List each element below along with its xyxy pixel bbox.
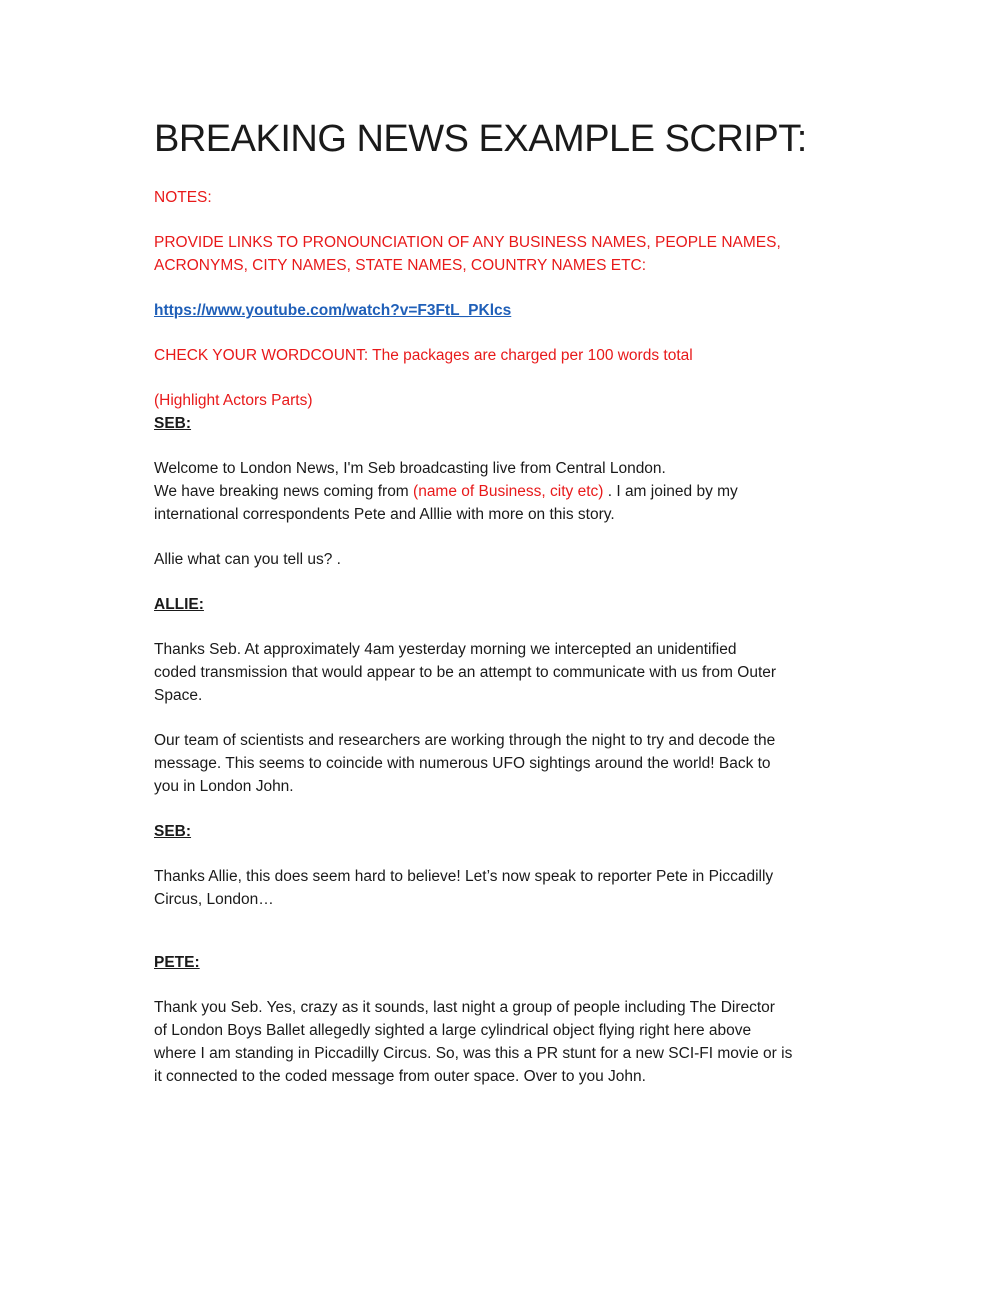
seb-line-2-post: . I am joined by my [603, 483, 738, 500]
pronunciation-note-line-1: PROVIDE LINKS TO PRONOUNCIATION OF ANY BUSINESS NAMES, PEOPLE NAMES, [154, 234, 781, 251]
speaker-pete: PETE: [154, 954, 200, 971]
seb-line-2-pre: We have breaking news coming from [154, 483, 414, 500]
wordcount-note: CHECK YOUR WORDCOUNT: The packages are charged per 100 words total [154, 347, 693, 364]
pronunciation-note-line-2: ACRONYMS, CITY NAMES, STATE NAMES, COUNTRY NAMES ETC: [154, 257, 647, 274]
allie-para-2-line-3: you in London John. [154, 778, 294, 795]
speaker-allie: ALLIE: [154, 596, 204, 613]
speaker-seb-2: SEB: [154, 823, 192, 840]
seb2-line-1: Thanks Allie, this does seem hard to believe! Let’s now speak to reporter Pete in Piccadilly [154, 868, 774, 885]
page-title: BREAKING NEWS EXAMPLE SCRIPT: [154, 118, 807, 160]
speaker-seb-1: SEB: [154, 415, 192, 432]
notes-heading: NOTES: [154, 189, 212, 206]
allie-para-2-line-2: message. This seems to coincide with numerous UFO sightings around the world! Back to [154, 755, 771, 772]
seb-question: Allie what can you tell us? . [154, 551, 341, 568]
seb-line-1: Welcome to London News, I'm Seb broadcasting live from Central London. [154, 460, 666, 477]
seb-line-3: international correspondents Pete and Alllie with more on this story. [154, 506, 615, 523]
document-page [154, 112, 874, 1088]
allie-para-1-line-1: Thanks Seb. At approximately 4am yesterday morning we intercepted an unidentified [154, 641, 737, 658]
pete-line-4: it connected to the coded message from outer space. Over to you John. [154, 1068, 646, 1085]
seb-line-2 [154, 480, 874, 503]
pete-line-1: Thank you Seb. Yes, crazy as it sounds, last night a group of people including The Director [154, 999, 775, 1016]
pete-line-3: where I am standing in Piccadilly Circus. So, was this a PR stunt for a new SCI-FI movie or is [154, 1045, 793, 1062]
allie-para-1-line-2: coded transmission that would appear to be an attempt to communicate with us from Outer [154, 664, 777, 681]
pronunciation-link[interactable]: https://www.youtube.com/watch?v=F3FtL_PKlcs [154, 302, 512, 319]
business-placeholder: (name of Business, city etc) [413, 483, 604, 500]
allie-para-2-line-1: Our team of scientists and researchers are working through the night to try and decode the [154, 732, 776, 749]
highlight-note: (Highlight Actors Parts) [154, 392, 313, 409]
allie-para-1-line-3: Space. [154, 687, 203, 704]
pete-line-2: of London Boys Ballet allegedly sighted a large cylindrical object flying right here above [154, 1022, 752, 1039]
seb2-line-2: Circus, London… [154, 891, 274, 908]
